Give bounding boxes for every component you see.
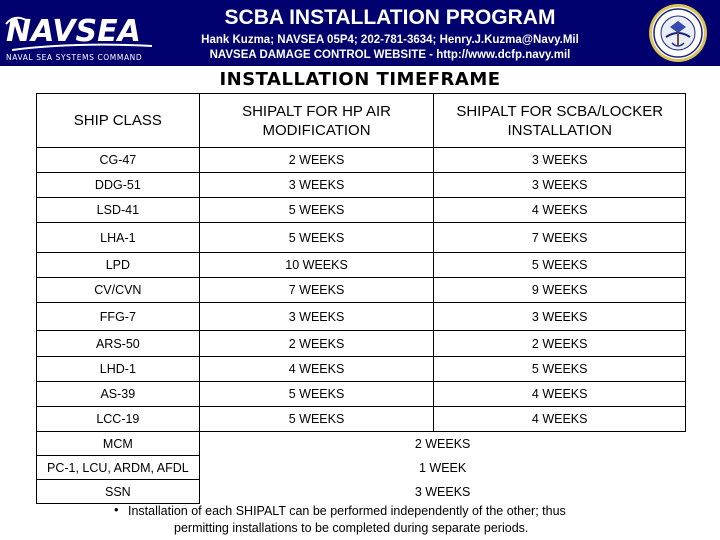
timeframe-table	[36, 93, 686, 504]
scba-cell: 4 WEEKS	[434, 407, 686, 432]
section-subtitle: INSTALLATION TIMEFRAME	[219, 69, 501, 90]
ship-class-cell: LSD-41	[37, 198, 200, 223]
page-title: SCBA INSTALLATION PROGRAM	[224, 6, 556, 29]
footnote-line-1: Installation of each SHIPALT can be performed independently of the other; thus	[128, 504, 566, 518]
header-banner	[0, 0, 720, 66]
combined-weeks-cell: 1 WEEK	[418, 460, 467, 475]
navy-seal-icon	[648, 3, 708, 63]
contact-line-1: Hank Kuzma; NAVSEA 05P4; 202-781-3634; Henry.J.Kuzma@Navy.Mil	[201, 34, 579, 46]
ship-class-cell: LHA-1	[37, 223, 200, 253]
hp-air-cell: 2 WEEKS	[199, 331, 434, 357]
table-row	[37, 198, 686, 223]
scba-cell: 4 WEEKS	[434, 382, 686, 407]
table-row	[37, 278, 686, 303]
scba-cell: 4 WEEKS	[434, 198, 686, 223]
table-row	[37, 223, 686, 253]
navsea-logo	[4, 12, 154, 64]
ship-class-cell: AS-39	[37, 382, 200, 407]
header-scba-locker: SHIPALT FOR SCBA/LOCKER INSTALLATION	[434, 94, 686, 148]
hp-air-cell: 7 WEEKS	[199, 278, 434, 303]
ship-class-cell: ARS-50	[37, 331, 200, 357]
table-row	[37, 357, 686, 382]
combined-weeks-cell: 2 WEEKS	[414, 436, 471, 451]
bullet-icon: •	[114, 502, 119, 517]
table-row	[37, 253, 686, 278]
header-hp-air: SHIPALT FOR HP AIR MODIFICATION	[199, 94, 434, 148]
ship-class-cell: DDG-51	[37, 173, 200, 198]
ship-class-cell: PC-1, LCU, ARDM, AFDL	[37, 456, 200, 480]
scba-cell: 5 WEEKS	[434, 357, 686, 382]
table-header-row	[37, 94, 686, 148]
hp-air-cell: 5 WEEKS	[199, 407, 434, 432]
logo-wordmark: NAVSEA	[6, 14, 141, 49]
hp-air-cell: 10 WEEKS	[199, 253, 434, 278]
hp-air-cell: 2 WEEKS	[199, 148, 434, 173]
ship-class-cell: SSN	[37, 480, 200, 504]
scba-cell: 2 WEEKS	[434, 331, 686, 357]
combined-weeks-cell: 3 WEEKS	[414, 484, 471, 499]
ship-class-cell: LPD	[37, 253, 200, 278]
ship-class-cell: LCC-19	[37, 407, 200, 432]
scba-cell: 5 WEEKS	[434, 253, 686, 278]
table-row	[37, 407, 686, 432]
scba-cell: 9 WEEKS	[434, 278, 686, 303]
scba-cell: 3 WEEKS	[434, 148, 686, 173]
ship-class-cell: CG-47	[37, 148, 200, 173]
scba-cell: 3 WEEKS	[434, 173, 686, 198]
table-row	[37, 331, 686, 357]
ship-class-cell: FFG-7	[37, 303, 200, 331]
hp-air-cell: 3 WEEKS	[199, 303, 434, 331]
hp-air-cell: 5 WEEKS	[199, 382, 434, 407]
ship-class-cell: MCM	[37, 432, 200, 456]
combined-row	[37, 456, 686, 480]
table-row	[37, 173, 686, 198]
hp-air-cell: 5 WEEKS	[199, 198, 434, 223]
hp-air-cell: 5 WEEKS	[199, 223, 434, 253]
footnote-line-2: permitting installations to be completed during separate periods.	[174, 521, 529, 535]
contact-line-2: NAVSEA DAMAGE CONTROL WEBSITE - http://www.dcfp.navy.mil	[209, 49, 571, 61]
table-row	[37, 382, 686, 407]
hp-air-cell: 4 WEEKS	[199, 357, 434, 382]
ship-class-cell: CV/CVN	[37, 278, 200, 303]
contact-info	[160, 33, 620, 63]
table-row	[37, 303, 686, 331]
hp-air-cell: 3 WEEKS	[199, 173, 434, 198]
logo-subtext: NAVAL SEA SYSTEMS COMMAND	[6, 53, 143, 62]
table-row	[37, 148, 686, 173]
ship-class-cell: LHD-1	[37, 357, 200, 382]
header-ship-class: SHIP CLASS	[37, 94, 200, 148]
combined-row	[37, 432, 686, 456]
scba-cell: 7 WEEKS	[434, 223, 686, 253]
scba-cell: 3 WEEKS	[434, 303, 686, 331]
combined-row	[37, 480, 686, 504]
